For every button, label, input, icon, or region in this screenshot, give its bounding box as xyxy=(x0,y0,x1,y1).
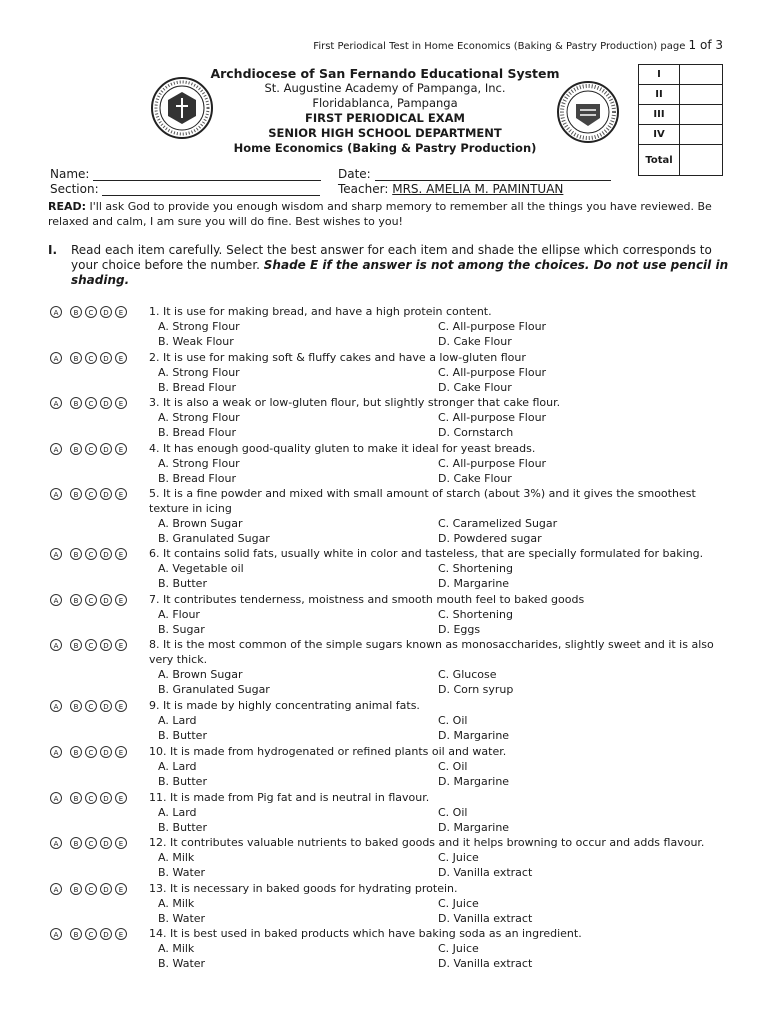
answer-option: C. All-purpose Flour xyxy=(438,366,547,379)
score-table xyxy=(638,64,723,176)
question-stem: 7. It contributes tenderness, moistness and smooth mouth feel to baked goods xyxy=(149,593,585,606)
answer-bubble-e[interactable]: E xyxy=(115,443,127,455)
answer-option: D. Vanilla extract xyxy=(438,866,533,879)
answer-option: D. Cake Flour xyxy=(438,335,512,348)
answer-bubble-a[interactable]: A xyxy=(50,397,62,409)
score-cell xyxy=(680,125,723,145)
answer-option: B. Butter xyxy=(158,775,207,788)
answer-bubble-d[interactable]: D xyxy=(100,352,112,364)
answer-bubble-b[interactable]: B xyxy=(70,883,82,895)
answer-option: B. Water xyxy=(158,957,206,970)
section-row xyxy=(50,182,320,196)
answer-bubble-a[interactable]: A xyxy=(50,488,62,500)
answer-bubble-e[interactable]: E xyxy=(115,594,127,606)
answer-bubble-a[interactable]: A xyxy=(50,306,62,318)
answer-option: D. Margarine xyxy=(438,775,510,788)
answer-bubble-b[interactable]: B xyxy=(70,639,82,651)
name-row xyxy=(50,167,321,181)
answer-bubble-e[interactable]: E xyxy=(115,837,127,849)
answer-bubbles xyxy=(50,746,130,758)
answer-bubble-d[interactable]: D xyxy=(100,746,112,758)
answer-bubble-c[interactable]: C xyxy=(85,352,97,364)
answer-bubbles xyxy=(50,548,130,560)
score-label: III xyxy=(639,105,680,125)
answer-bubble-e[interactable]: E xyxy=(115,306,127,318)
answer-option: B. Sugar xyxy=(158,623,205,636)
question-item xyxy=(50,881,730,926)
score-cell xyxy=(680,65,723,85)
answer-option: C. Glucose xyxy=(438,668,497,681)
question-stem: 6. It contains solid fats, usually white in color and tasteless, that are specially formulated for baking. xyxy=(149,547,704,560)
subject-name: Home Economics (Baking & Pastry Production) xyxy=(233,141,537,155)
section-instructions xyxy=(48,243,738,288)
teacher-label: Teacher: xyxy=(338,182,389,196)
answer-option: C. Shortening xyxy=(438,608,513,621)
answer-option: A. Brown Sugar xyxy=(158,668,243,681)
answer-bubble-e[interactable]: E xyxy=(115,488,127,500)
answer-option: B. Granulated Sugar xyxy=(158,683,270,696)
answer-bubble-e[interactable]: E xyxy=(115,700,127,712)
answer-option: A. Milk xyxy=(158,851,195,864)
school-header xyxy=(180,66,590,156)
answer-options xyxy=(158,410,730,440)
answer-options xyxy=(158,607,730,637)
question-item xyxy=(50,350,730,395)
question-stem: 4. It has enough good-quality gluten to make it ideal for yeast breads. xyxy=(149,442,536,455)
answer-bubble-b[interactable]: B xyxy=(70,594,82,606)
answer-bubble-d[interactable]: D xyxy=(100,594,112,606)
answer-bubble-a[interactable]: A xyxy=(50,700,62,712)
answer-option: D. Margarine xyxy=(438,821,510,834)
system-name: Archdiocese of San Fernando Educational System xyxy=(210,66,560,81)
answer-bubbles xyxy=(50,306,130,318)
answer-bubble-a[interactable]: A xyxy=(50,792,62,804)
answer-bubble-a[interactable]: A xyxy=(50,594,62,606)
answer-option: C. Caramelized Sugar xyxy=(438,517,558,530)
answer-bubble-a[interactable]: A xyxy=(50,443,62,455)
question-item xyxy=(50,744,730,789)
question-stem: 10. It is made from hydrogenated or refined plants oil and water. xyxy=(149,745,507,758)
answer-option: B. Butter xyxy=(158,577,207,590)
score-cell xyxy=(680,85,723,105)
question-stem: 13. It is necessary in baked goods for hydrating protein. xyxy=(149,882,458,895)
answer-option: D. Cake Flour xyxy=(438,381,512,394)
question-stem: 9. It is made by highly concentrating animal fats. xyxy=(149,699,420,712)
answer-option: C. All-purpose Flour xyxy=(438,457,547,470)
answer-bubbles xyxy=(50,700,130,712)
answer-bubble-b[interactable]: B xyxy=(70,443,82,455)
answer-option: A. Strong Flour xyxy=(158,457,240,470)
answer-options xyxy=(158,561,730,591)
answer-option: A. Milk xyxy=(158,897,195,910)
answer-bubble-e[interactable]: E xyxy=(115,928,127,940)
answer-bubble-b[interactable]: B xyxy=(70,700,82,712)
read-label: READ: xyxy=(48,200,87,213)
department-name: SENIOR HIGH SCHOOL DEPARTMENT xyxy=(268,126,502,140)
answer-option: D. Powdered sugar xyxy=(438,532,542,545)
question-item xyxy=(50,835,730,880)
answer-bubble-b[interactable]: B xyxy=(70,837,82,849)
score-cell xyxy=(680,145,723,176)
question-item xyxy=(50,592,730,637)
section-label: Section: xyxy=(50,182,99,196)
read-text: I'll ask God to provide you enough wisdom and sharp memory to remember all the things you have reviewed. Be relaxed and calm, I am sure you will do fine. Best wishes to you! xyxy=(48,200,712,228)
question-stem: 8. It is the most common of the simple sugars known as monosaccharides, slightly sweet and it is also very thick. xyxy=(149,638,714,666)
answer-bubble-d[interactable]: D xyxy=(100,397,112,409)
answer-bubble-b[interactable]: B xyxy=(70,792,82,804)
answer-option: B. Granulated Sugar xyxy=(158,532,270,545)
answer-bubble-e[interactable]: E xyxy=(115,352,127,364)
answer-bubble-b[interactable]: B xyxy=(70,746,82,758)
answer-bubble-a[interactable]: A xyxy=(50,548,62,560)
name-label: Name: xyxy=(50,167,90,181)
answer-option: A. Vegetable oil xyxy=(158,562,244,575)
question-stem: 14. It is best used in baked products which have baking soda as an ingredient. xyxy=(149,927,582,940)
answer-option: A. Flour xyxy=(158,608,200,621)
answer-option: C. Oil xyxy=(438,806,468,819)
answer-option: D. Margarine xyxy=(438,577,510,590)
answer-option: C. All-purpose Flour xyxy=(438,411,547,424)
answer-bubble-c[interactable]: C xyxy=(85,548,97,560)
page-header xyxy=(313,38,723,52)
answer-options xyxy=(158,713,730,743)
answer-options xyxy=(158,456,730,486)
question-item xyxy=(50,546,730,591)
answer-bubble-c[interactable]: C xyxy=(85,746,97,758)
answer-option: A. Lard xyxy=(158,714,197,727)
section-number: I. xyxy=(48,243,58,257)
answer-bubble-c[interactable]: C xyxy=(85,306,97,318)
answer-bubble-b[interactable]: B xyxy=(70,488,82,500)
question-stem: 1. It is use for making bread, and have a high protein content. xyxy=(149,305,492,318)
question-item xyxy=(50,926,730,971)
answer-bubble-e[interactable]: E xyxy=(115,883,127,895)
answer-bubble-e[interactable]: E xyxy=(115,397,127,409)
answer-option: D. Corn syrup xyxy=(438,683,514,696)
date-label: Date: xyxy=(338,167,371,181)
question-item xyxy=(50,790,730,835)
answer-bubble-b[interactable]: B xyxy=(70,306,82,318)
answer-option: C. Juice xyxy=(438,851,479,864)
answer-bubbles xyxy=(50,837,130,849)
answer-option: D. Margarine xyxy=(438,729,510,742)
question-stem: 12. It contributes valuable nutrients to baked goods and it helps browning to occur and adds flavour. xyxy=(149,836,705,849)
question-stem: 2. It is use for making soft & fluffy cakes and have a low-gluten flour xyxy=(149,351,526,364)
answer-bubble-c[interactable]: C xyxy=(85,488,97,500)
answer-option: A. Strong Flour xyxy=(158,411,240,424)
answer-option: B. Water xyxy=(158,912,206,925)
answer-option: B. Weak Flour xyxy=(158,335,234,348)
answer-bubble-c[interactable]: C xyxy=(85,639,97,651)
answer-bubbles xyxy=(50,928,130,940)
answer-option: C. All-purpose Flour xyxy=(438,320,547,333)
answer-bubble-d[interactable]: D xyxy=(100,639,112,651)
answer-bubbles xyxy=(50,639,130,651)
score-label: IV xyxy=(639,125,680,145)
answer-bubble-d[interactable]: D xyxy=(100,792,112,804)
answer-option: B. Bread Flour xyxy=(158,426,236,439)
answer-bubble-d[interactable]: D xyxy=(100,443,112,455)
answer-bubble-a[interactable]: A xyxy=(50,837,62,849)
answer-bubbles xyxy=(50,352,130,364)
page-number: 1 of 3 xyxy=(688,38,723,52)
answer-bubbles xyxy=(50,443,130,455)
answer-option: A. Lard xyxy=(158,760,197,773)
answer-bubbles xyxy=(50,594,130,606)
question-item xyxy=(50,486,730,546)
answer-bubble-b[interactable]: B xyxy=(70,928,82,940)
answer-bubble-b[interactable]: B xyxy=(70,548,82,560)
answer-bubble-a[interactable]: A xyxy=(50,928,62,940)
answer-bubble-e[interactable]: E xyxy=(115,792,127,804)
answer-option: B. Water xyxy=(158,866,206,879)
score-label: II xyxy=(639,85,680,105)
answer-bubble-d[interactable]: D xyxy=(100,837,112,849)
answer-bubble-a[interactable]: A xyxy=(50,746,62,758)
answer-option: C. Juice xyxy=(438,942,479,955)
answer-options xyxy=(158,319,730,349)
answer-option: A. Strong Flour xyxy=(158,320,240,333)
answer-options xyxy=(158,759,730,789)
answer-option: C. Shortening xyxy=(438,562,513,575)
answer-bubble-d[interactable]: D xyxy=(100,928,112,940)
exam-title: FIRST PERIODICAL EXAM xyxy=(305,111,465,125)
answer-option: C. Juice xyxy=(438,897,479,910)
school-name: St. Augustine Academy of Pampanga, Inc. xyxy=(264,81,506,95)
answer-option: D. Cornstarch xyxy=(438,426,514,439)
score-cell xyxy=(680,105,723,125)
question-stem: 11. It is made from Pig fat and is neutral in flavour. xyxy=(149,791,430,804)
page-header-title: First Periodical Test in Home Economics (Baking & Pastry Production) page xyxy=(313,41,689,52)
answer-options xyxy=(158,850,730,880)
answer-options xyxy=(158,805,730,835)
answer-bubble-b[interactable]: B xyxy=(70,397,82,409)
answer-option: A. Strong Flour xyxy=(158,366,240,379)
answer-bubble-c[interactable]: C xyxy=(85,792,97,804)
answer-option: D. Vanilla extract xyxy=(438,957,533,970)
answer-options xyxy=(158,896,730,926)
answer-bubbles xyxy=(50,397,130,409)
answer-bubble-c[interactable]: C xyxy=(85,397,97,409)
answer-option: B. Butter xyxy=(158,821,207,834)
answer-bubble-d[interactable]: D xyxy=(100,548,112,560)
answer-bubble-d[interactable]: D xyxy=(100,883,112,895)
answer-bubbles xyxy=(50,488,130,500)
answer-option: A. Milk xyxy=(158,942,195,955)
answer-option: C. Oil xyxy=(438,760,468,773)
answer-bubble-a[interactable]: A xyxy=(50,352,62,364)
answer-bubble-c[interactable]: C xyxy=(85,700,97,712)
answer-bubble-d[interactable]: D xyxy=(100,306,112,318)
answer-option: C. Oil xyxy=(438,714,468,727)
answer-bubble-d[interactable]: D xyxy=(100,488,112,500)
teacher-row xyxy=(338,182,563,196)
teacher-name: MRS. AMELIA M. PAMINTUAN xyxy=(392,182,564,196)
answer-options xyxy=(158,516,730,546)
question-item xyxy=(50,441,730,486)
answer-bubble-c[interactable]: C xyxy=(85,837,97,849)
answer-option: B. Bread Flour xyxy=(158,381,236,394)
answer-bubble-d[interactable]: D xyxy=(100,700,112,712)
section-field[interactable] xyxy=(102,183,320,196)
score-label: I xyxy=(639,65,680,85)
answer-bubble-e[interactable]: E xyxy=(115,639,127,651)
date-row xyxy=(338,167,611,181)
question-stem: 5. It is a fine powder and mixed with small amount of starch (about 3%) and it gives the smoothest texture in icing xyxy=(149,487,696,515)
answer-option: B. Butter xyxy=(158,729,207,742)
answer-options xyxy=(158,667,730,697)
answer-bubble-e[interactable]: E xyxy=(115,548,127,560)
name-field[interactable] xyxy=(93,168,321,181)
answer-options xyxy=(158,941,730,971)
question-item xyxy=(50,304,730,349)
answer-option: A. Brown Sugar xyxy=(158,517,243,530)
answer-bubbles xyxy=(50,883,130,895)
answer-option: B. Bread Flour xyxy=(158,472,236,485)
date-field[interactable] xyxy=(375,168,611,181)
answer-bubble-a[interactable]: A xyxy=(50,883,62,895)
school-location: Floridablanca, Pampanga xyxy=(312,96,458,110)
answer-option: A. Lard xyxy=(158,806,197,819)
question-item xyxy=(50,698,730,743)
answer-bubble-c[interactable]: C xyxy=(85,928,97,940)
read-note xyxy=(48,199,728,229)
score-label: Total xyxy=(639,145,680,176)
answer-bubbles xyxy=(50,792,130,804)
answer-bubble-c[interactable]: C xyxy=(85,443,97,455)
answer-option: D. Vanilla extract xyxy=(438,912,533,925)
answer-option: D. Cake Flour xyxy=(438,472,512,485)
answer-bubble-c[interactable]: C xyxy=(85,594,97,606)
answer-bubble-c[interactable]: C xyxy=(85,883,97,895)
answer-bubble-a[interactable]: A xyxy=(50,639,62,651)
answer-bubble-b[interactable]: B xyxy=(70,352,82,364)
answer-options xyxy=(158,365,730,395)
instructions-text: Read each item carefully. Select the best answer for each item and shade the ellipse which corresponds to your choice before the number. xyxy=(71,243,712,272)
question-stem: 3. It is also a weak or low-gluten flour, but slightly stronger that cake flour. xyxy=(149,396,561,409)
answer-bubble-e[interactable]: E xyxy=(115,746,127,758)
instructions-emphasis: Shade E if the answer is not among the choices. Do not use pencil in shading. xyxy=(71,258,729,287)
question-item xyxy=(50,637,730,697)
question-item xyxy=(50,395,730,440)
answer-option: D. Eggs xyxy=(438,623,481,636)
